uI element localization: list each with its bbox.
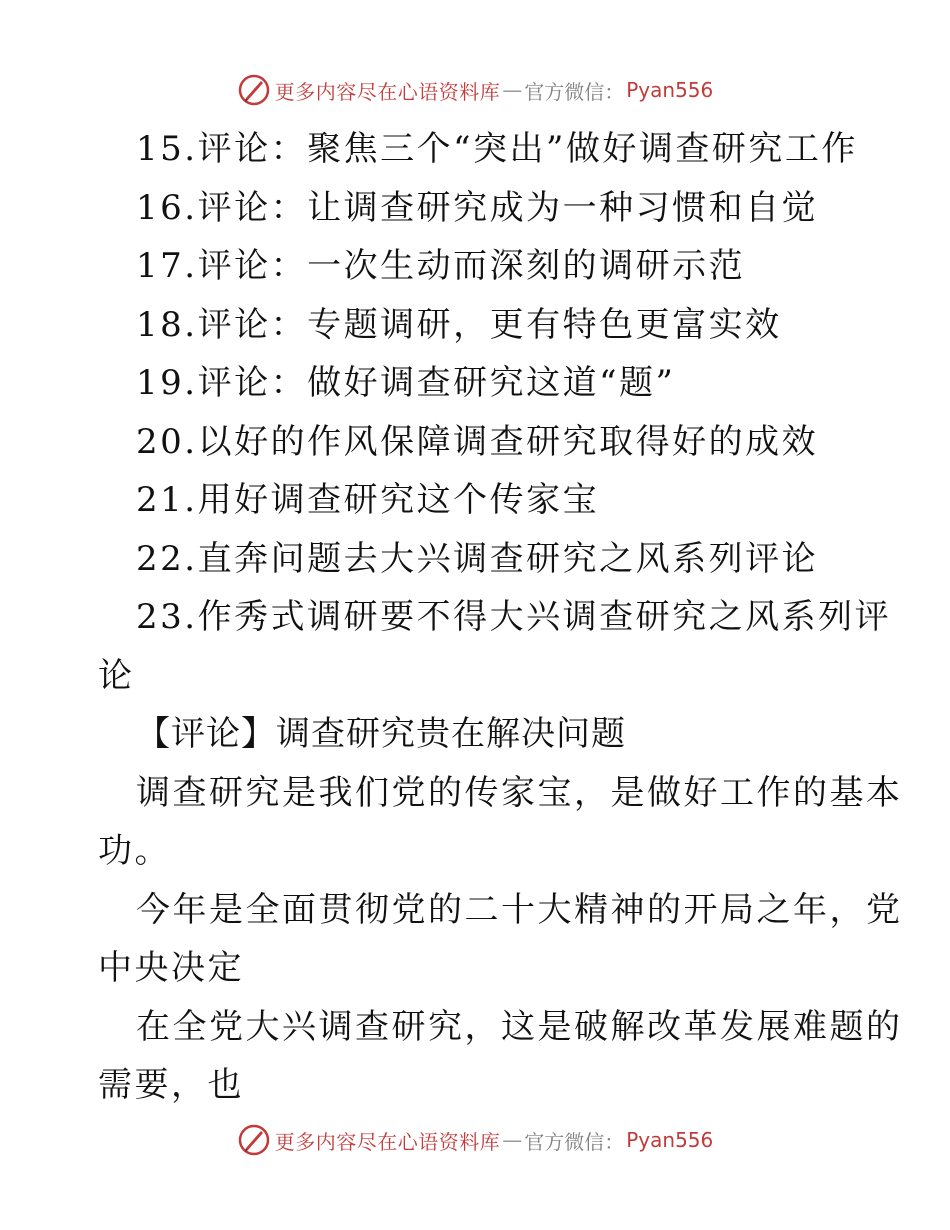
list-item: 22.直奔问题去大兴调查研究之风系列评论 — [136, 538, 819, 579]
quill-pen-logo-icon — [237, 1123, 271, 1157]
banner-wechat-id: Pyan556 — [626, 78, 714, 102]
section-heading: 【评论】调查研究贵在解决问题 — [136, 714, 626, 754]
banner-wechat-label: 官方微信： — [524, 79, 625, 104]
list-item: 17.评论：一次生动而深刻的调研示范 — [136, 246, 746, 286]
banner-wechat-id: Pyan556 — [626, 1128, 714, 1152]
paragraph-line: 调查研究是我们党的传家宝，是做好工作的基本 — [136, 772, 903, 813]
list-item: 20.以好的作风保障调查研究取得好的成效 — [136, 421, 819, 462]
banner-separator: — — [502, 78, 523, 102]
list-item: 21.用好调查研究这个传家宝 — [136, 480, 600, 520]
document-body — [98, 120, 903, 1115]
banner-separator: — — [502, 1128, 523, 1152]
paragraph-line: 今年是全面贯彻党的二十大精神的开局之年，党 — [136, 889, 903, 930]
list-item: 16.评论：让调查研究成为一种习惯和自觉 — [136, 187, 819, 228]
list-item: 19.评论：做好调查研究这道“题” — [136, 363, 676, 403]
header-banner — [0, 70, 950, 110]
banner-text: 更多内容尽在心语资料库 — [274, 1129, 501, 1154]
banner-text: 更多内容尽在心语资料库 — [274, 79, 501, 104]
paragraph-line: 中央决定 — [98, 948, 244, 988]
paragraph-line: 在全党大兴调查研究，这是破解改革发展难题的 — [136, 1006, 903, 1047]
list-item: 15.评论：聚焦三个“突出”做好调查研究工作 — [136, 129, 858, 169]
list-item: 18.评论：专题调研，更有特色更富实效 — [136, 304, 782, 345]
footer-banner — [0, 1120, 950, 1160]
list-item: 23.作秀式调研要不得大兴调查研究之风系列评 — [136, 597, 892, 637]
list-item-continuation: 论 — [98, 655, 135, 696]
paragraph-line: 功。 — [98, 831, 171, 871]
paragraph-line: 需要，也 — [98, 1065, 244, 1105]
quill-pen-logo-icon — [237, 73, 271, 107]
banner-wechat-label: 官方微信： — [524, 1129, 625, 1154]
